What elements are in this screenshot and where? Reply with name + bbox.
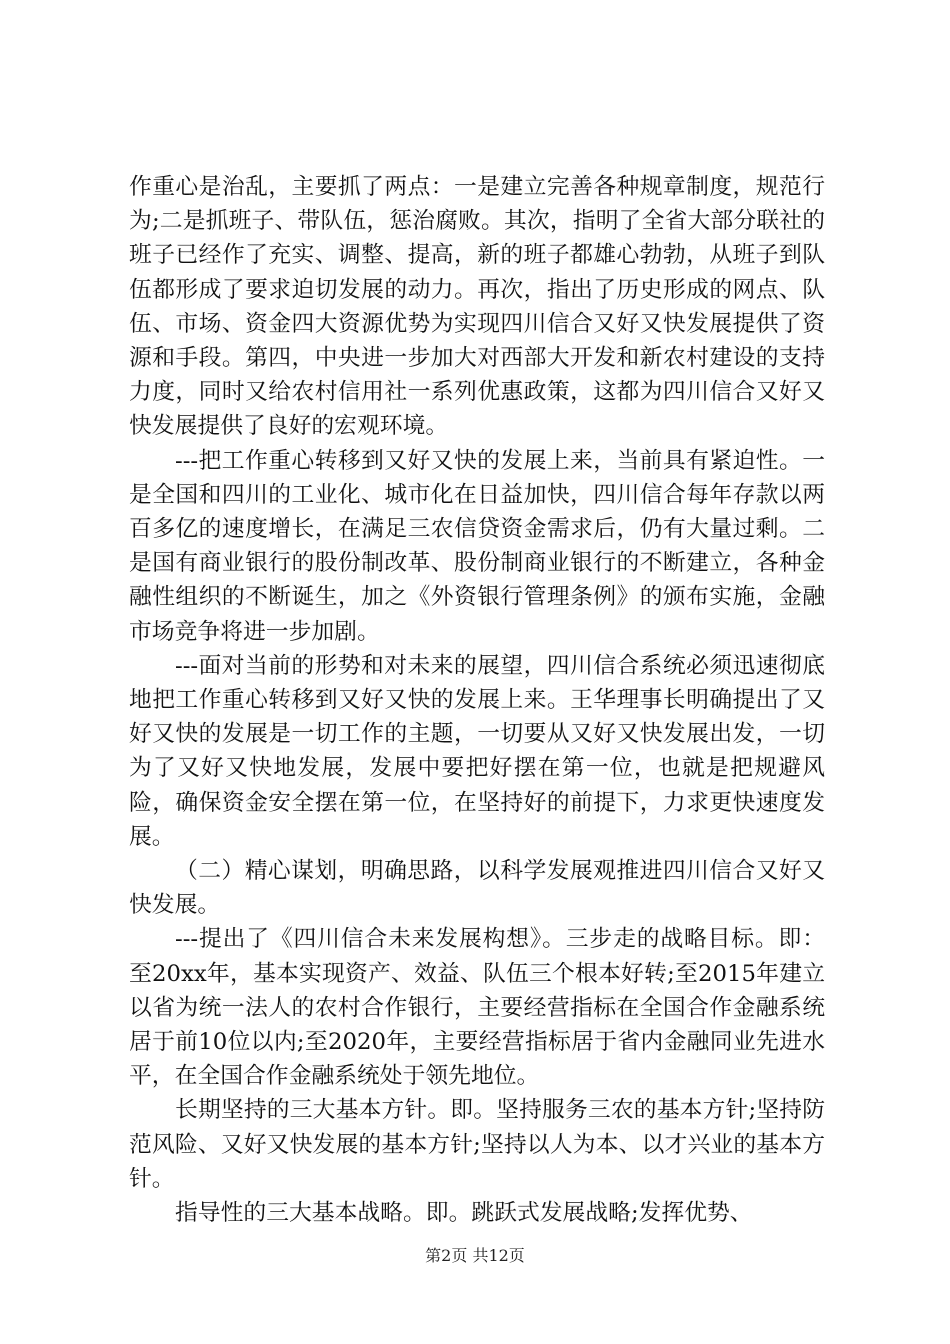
- document-body: [129, 170, 825, 1230]
- paragraph-1: 作重心是治乱，主要抓了两点：一是建立完善各种规章制度，规范行为;二是抓班子、带队伍，惩治腐败。其次，指明了全省大部分联社的班子已经作了充实、调整、提高，新的班子都雄心勃勃，从班子到队伍都形成了要求迫切发展的动力。再次，指出了历史形成的网点、队伍、市场、资金四大资源优势为实现四川信合又好又快发展提供了资源和手段。第四，中央进一步加大对西部大开发和新农村建设的支持力度，同时又给农村信用社一系列优惠政策，这都为四川信合又好又快发展提供了良好的宏观环境。: [129, 174, 825, 440]
- paragraph-5: 长期坚持的三大基本方针。即。坚持服务三农的基本方针;坚持防范风险、又好又快发展的基本方针;坚持以人为本、以才兴业的基本方针。: [129, 1097, 825, 1192]
- paragraph-6: 指导性的三大基本战略。即。跳跃式发展战略;发挥优势、: [175, 1200, 753, 1227]
- paragraph-3: ---面对当前的形势和对未来的展望，四川信合系统必须迅速彻底地把工作重心转移到又好又快的发展上来。王华理事长明确提出了又好又快的发展是一切工作的主题，一切要从又好又快发展出发，一切为了又好又快地发展，发展中要把好摆在第一位，也就是把规避风险，确保资金安全摆在第一位，在坚持好的前提下，力求更快速度发展。: [129, 652, 825, 850]
- paragraph-4: ---提出了《四川信合未来发展构想》。三步走的战略目标。即：至20xx年，基本实现资产、效益、队伍三个根本好转;至2015年建立以省为统一法人的农村合作银行，主要经营指标在全国合作金融系统居于前10位以内;至2020年，主要经营指标居于省内金融同业先进水平，在全国合作金融系统处于领先地位。: [129, 926, 825, 1090]
- section-heading: （二）精心谋划，明确思路，以科学发展观推进四川信合又好又快发展。: [129, 858, 825, 919]
- paragraph-2: ---把工作重心转移到又好又快的发展上来，当前具有紧迫性。一是全国和四川的工业化、城市化在日益加快，四川信合每年存款以两百多亿的速度增长，在满足三农信贷资金需求后，仍有大量过剩。二是国有商业银行的股份制改革、股份制商业银行的不断建立，各种金融性组织的不断诞生，加之《外资银行管理条例》的颁布实施，金融市场竞争将进一步加剧。: [129, 447, 825, 645]
- page-number: 第2页 共12页: [425, 1246, 525, 1265]
